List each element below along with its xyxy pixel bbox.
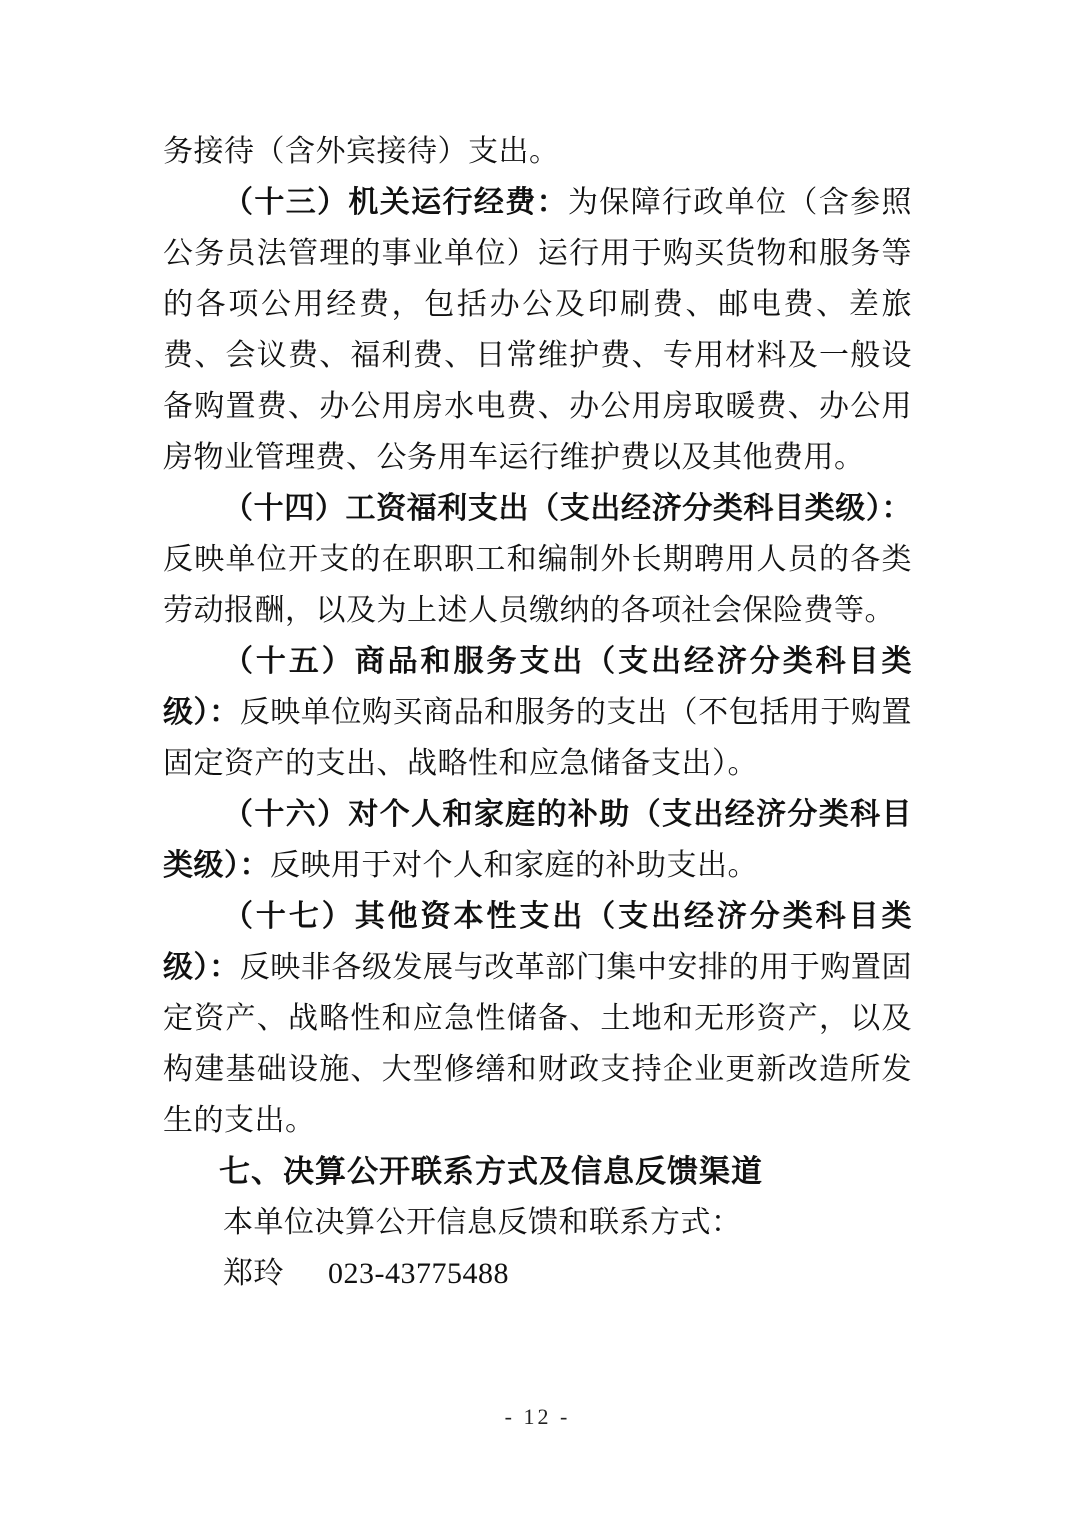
contact-name: 郑玲	[223, 1257, 284, 1290]
paragraph-lead: （十六）对个人和家庭的补助（支出经济分类科目类级）：	[163, 798, 912, 882]
paragraph-text: 反映单位开支的在职职工和编制外长期聘用人员的各类劳动报酬，以及为上述人员缴纳的各项社会保险费等。	[163, 543, 912, 627]
paragraph-item-16	[163, 789, 912, 891]
paragraph-lead: （十四）工资福利支出（支出经济分类科目类级）：	[223, 492, 912, 525]
paragraph-lead: （十七）其他资本性支出（支出经济分类科目类级）：	[163, 900, 912, 984]
paragraph-item-17	[163, 891, 912, 1146]
paragraph-item-13	[163, 177, 912, 483]
paragraph-text: 为保障行政单位（含参照公务员法管理的事业单位）运行用于购买货物和服务等的各项公用经费，包括办公及印刷费、邮电费、差旅费、会议费、福利费、日常维护费、专用材料及一般设备购置费、办公用房水电费、办公用房取暖费、办公用房物业管理费、公务用车运行维护费以及其他费用。	[163, 186, 913, 474]
paragraph-lead: （十五）商品和服务支出（支出经济分类科目类级）：	[163, 645, 912, 729]
paragraph-lead: （十三）机关运行经费：	[223, 186, 568, 219]
contact-line	[163, 1248, 912, 1299]
paragraph-item-14	[163, 483, 912, 636]
contact-intro: 本单位决算公开信息反馈和联系方式：	[223, 1206, 742, 1239]
paragraph-continuation	[163, 126, 912, 177]
paragraph-text: 反映单位购买商品和服务的支出（不包括用于购置固定资产的支出、战略性和应急储备支出）。	[163, 696, 912, 780]
page-number: - 12 -	[504, 1404, 571, 1429]
paragraph-item-15	[163, 636, 912, 789]
document-body	[163, 126, 912, 1299]
paragraph-text: 务接待（含外宾接待）支出。	[163, 135, 560, 168]
contact-phone: 023-43775488	[328, 1257, 509, 1290]
paragraph-text: 反映非各级发展与改革部门集中安排的用于购置固定资产、战略性和应急性储备、土地和无形资产，以及构建基础设施、大型修缮和财政支持企业更新改造所发生的支出。	[163, 951, 912, 1137]
paragraph-text: 反映用于对个人和家庭的补助支出。	[270, 849, 758, 882]
section-heading: 七、决算公开联系方式及信息反馈渠道	[219, 1154, 763, 1189]
